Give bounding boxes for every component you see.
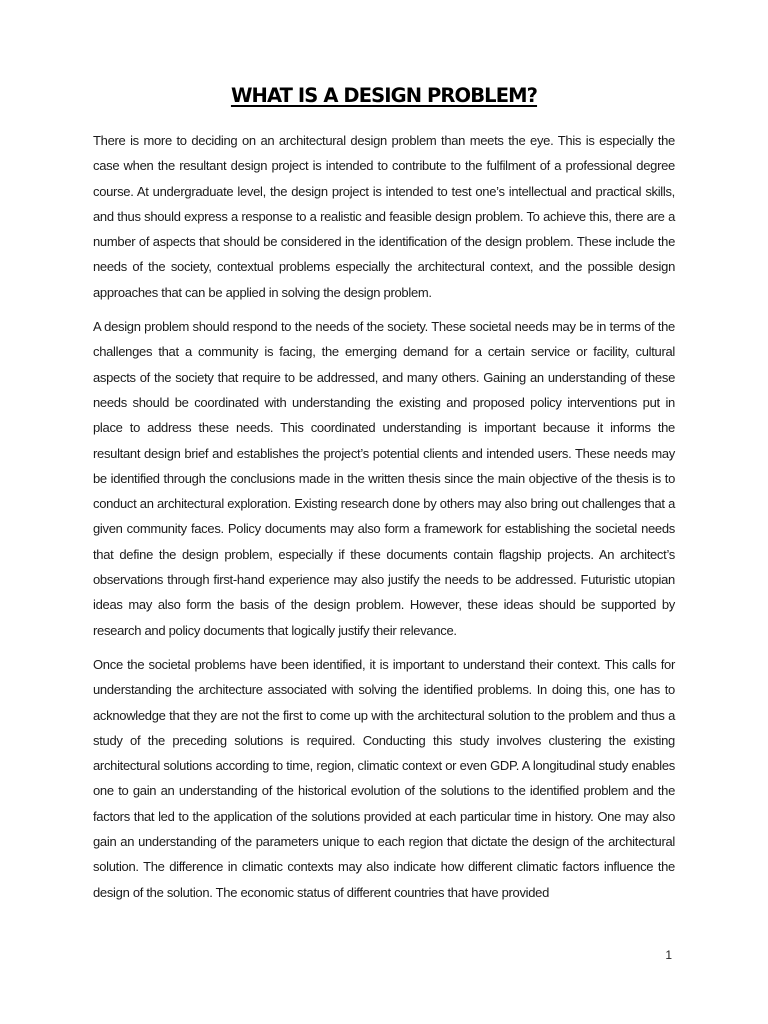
body-text — [93, 128, 675, 914]
page-number: 1 — [665, 948, 672, 962]
page-title: WHAT IS A DESIGN PROBLEM? — [230, 84, 538, 107]
paragraph-3: Once the societal problems have been identified, it is important to understand their context. This calls for understanding the architecture associated with solving the identified problems. In doing this, one has to acknowledge that they are not the first to come up with the architectural solution to the problem and thus a study of the preceding solutions is required. Conducting this study involves clustering the existing architectural solutions according to time, region, climatic context or even GDP. A longitudinal study enables one to gain an understanding of the historical evolution of the solutions to the identified problem and the factors that led to the application of the solutions provided at each particular time in history. One may also gain an understanding of the parameters unique to each region that dictate the design of the architectural solution. The difference in climatic contexts may also indicate how different climatic factors influence the design of the solution. The economic status of different countries that have provided — [93, 656, 675, 900]
paragraph-1: There is more to deciding on an architectural design problem than meets the eye. This is especially the case when the resultant design project is intended to contribute to the fulfilment of a professional degree course. At undergraduate level, the design project is intended to test one’s intellectual and practical skills, and thus should express a response to a realistic and feasible design problem. To achieve this, there are a number of aspects that should be considered in the identification of the design problem. These include the needs of the society, contextual problems especially the architectural context, and the possible design approaches that can be applied in solving the design problem. — [93, 133, 675, 300]
paragraph-2: A design problem should respond to the needs of the society. These societal needs may be in terms of the challenges that a community is facing, the emerging demand for a certain service or facility, cultural aspects of the society that require to be addressed, and many others. Gaining an understanding of these needs should be coordinated with understanding the existing and proposed policy interventions put in place to address these needs. This coordinated understanding is important because it informs the resultant design brief and establishes the project’s potential clients and intended users. These needs may be identified through the conclusions made in the written thesis since the main objective of the thesis is to conduct an architectural exploration. Existing research done by others may also bring out challenges that a given community faces. Policy documents may also form a framework for establishing the societal needs that define the design problem, especially if these documents contain flagship projects. An architect’s observations through first-hand experience may also justify the needs to be addressed. Futuristic utopian ideas may also form the basis of the design problem. However, these ideas should be supported by research and policy documents that logically justify their relevance. — [93, 319, 675, 638]
